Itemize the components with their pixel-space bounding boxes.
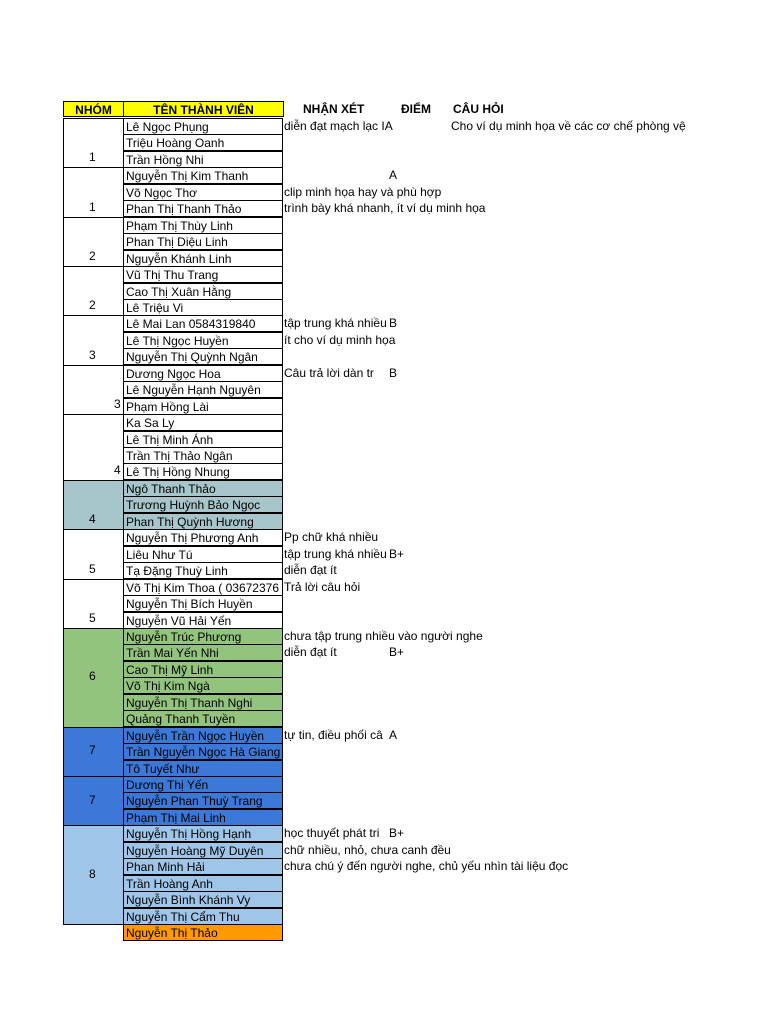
group-label: 5 — [89, 561, 96, 576]
group-label: 7 — [89, 743, 96, 758]
comment-cell[interactable]: ít cho ví dụ minh họa — [284, 332, 396, 347]
member-name-cell[interactable]: Lê Ngọc Phụng — [123, 118, 283, 135]
member-name-cell[interactable]: Tạ Đặng Thuỳ Linh — [123, 562, 283, 579]
member-name-cell[interactable]: Phan Thị Diệu Linh — [123, 233, 283, 250]
member-name-cell[interactable]: Phan Thị Quỳnh Hương — [123, 513, 283, 530]
member-name-cell[interactable]: Vũ Thị Thu Trang — [123, 266, 283, 283]
member-name-cell[interactable]: Trần Nguyễn Ngọc Hà Giang — [123, 743, 283, 760]
member-name-cell[interactable]: Dương Thị Yến — [123, 776, 283, 793]
member-name-cell[interactable]: Lê Thị Ngọc Huyền — [123, 332, 283, 349]
member-name-cell[interactable]: Nguyễn Trúc Phương — [123, 628, 283, 645]
comment-cell[interactable]: trình bày khá nhanh, ít ví dụ minh họa — [284, 201, 486, 216]
comment-cell[interactable]: diễn đạt ít — [284, 563, 337, 578]
member-name-cell[interactable]: Phạm Thị Mai Linh — [123, 809, 283, 826]
member-name-cell[interactable]: Nguyễn Thị Kim Thanh — [123, 167, 283, 184]
header-group[interactable]: NHÓM — [63, 101, 124, 117]
member-name-cell[interactable]: Phan Thị Thanh Thảo — [123, 200, 283, 217]
member-name-cell[interactable]: Quảng Thanh Tuyền — [123, 710, 283, 727]
member-name-cell[interactable]: Ka Sa Ly — [123, 414, 283, 431]
member-name-cell[interactable]: Trần Mai Yến Nhi — [123, 644, 283, 661]
comment-cell[interactable]: tập trung khá nhiều — [284, 546, 387, 561]
member-name-cell[interactable]: Trần Thị Thảo Ngân — [123, 447, 283, 464]
member-name-cell[interactable]: Lê Nguyễn Hạnh Nguyên — [123, 381, 283, 398]
member-name-cell[interactable]: Nguyễn Vũ Hải Yến — [123, 612, 283, 629]
group-label: 3 — [89, 347, 96, 362]
member-name-cell[interactable]: Dương Ngọc Hoa — [123, 365, 283, 382]
member-name-cell[interactable]: Nguyễn Hoàng Mỹ Duyên — [123, 842, 283, 859]
member-name-cell[interactable]: Lê Mai Lan 0584319840 — [123, 315, 283, 332]
score-cell[interactable]: B+ — [389, 645, 405, 660]
header-comment[interactable]: NHẬN XÉT — [303, 102, 365, 116]
member-name-cell[interactable]: Triệu Hoàng Oanh — [123, 134, 283, 151]
member-name-cell[interactable]: Tô Tuyết Như — [123, 760, 283, 777]
member-name-cell[interactable]: Nguyễn Thị Hồng Hạnh — [123, 825, 283, 842]
member-name-cell[interactable]: Lê Thị Minh Ánh — [123, 431, 283, 448]
comment-cell[interactable]: diễn đạt ít — [284, 645, 337, 660]
score-cell[interactable]: B+ — [389, 546, 405, 561]
member-name-cell[interactable]: Phạm Hồng Lài — [123, 398, 283, 415]
group-label: 4 — [114, 462, 121, 477]
member-name-cell[interactable]: Lê Thị Hồng Nhung — [123, 463, 283, 480]
member-name-cell[interactable]: Phạm Thị Thùy Linh — [123, 217, 283, 234]
score-cell[interactable]: B — [389, 365, 398, 380]
member-name-cell[interactable]: Lê Triệu Vi — [123, 299, 283, 316]
comment-cell[interactable]: clip minh họa hay và phù hợp — [284, 184, 442, 199]
member-name-cell[interactable]: Nguyễn Thị Phương Anh — [123, 529, 283, 546]
member-name-cell[interactable]: Trần Hoàng Anh — [123, 875, 283, 892]
member-name-cell[interactable]: Cao Thị Mỹ Linh — [123, 661, 283, 678]
comment-cell[interactable]: Trả lời câu hỏi — [284, 579, 361, 594]
header-question[interactable]: CÂU HỎI — [453, 102, 504, 116]
group-label: 7 — [89, 792, 96, 807]
score-cell[interactable]: A — [389, 727, 398, 742]
group-label: 2 — [89, 249, 96, 264]
member-name-cell[interactable]: Phan Minh Hải — [123, 858, 283, 875]
member-name-cell[interactable]: Nguyễn Thị Thanh Nghi — [123, 694, 283, 711]
group-label: 2 — [89, 298, 96, 313]
member-name-cell[interactable]: Nguyễn Phan Thuỳ Trang — [123, 792, 283, 809]
member-name-cell[interactable]: Liêu Như Tú — [123, 546, 283, 563]
comment-cell[interactable]: Pp chữ khá nhiều — [284, 530, 379, 545]
member-name-cell[interactable]: Nguyễn Thị Thảo — [123, 924, 283, 941]
score-cell[interactable]: B+ — [389, 826, 405, 841]
member-name-cell[interactable]: Trương Huỳnh Bảo Ngọc — [123, 496, 283, 513]
comment-cell[interactable]: học thuyết phát tri — [284, 826, 380, 841]
group-label: 1 — [89, 150, 96, 165]
member-name-cell[interactable]: Nguyễn Khánh Linh — [123, 250, 283, 267]
member-name-cell[interactable]: Nguyễn Trần Ngọc Huyền — [123, 727, 283, 744]
comment-cell[interactable]: tập trung khá nhiều — [284, 316, 387, 331]
member-name-cell[interactable]: Cao Thị Xuân Hằng — [123, 283, 283, 300]
member-name-cell[interactable]: Võ Ngọc Thơ — [123, 184, 283, 201]
comment-cell[interactable]: tự tin, điều phối câ — [284, 727, 383, 742]
comment-cell[interactable]: chưa chú ý đến người nghe, chủ yếu nhìn tài liệu đọc — [284, 859, 569, 874]
group-label: 6 — [89, 669, 96, 684]
header-member[interactable]: TÊN THÀNH VIÊN — [123, 101, 284, 117]
comment-cell[interactable]: chưa tập trung nhiều vào người nghe — [284, 628, 483, 643]
group-label: 5 — [89, 610, 96, 625]
group-label: 3 — [114, 397, 121, 412]
comment-cell[interactable]: chữ nhiều, nhỏ, chưa canh đều — [284, 842, 451, 857]
member-name-cell[interactable]: Võ Thị Kim Thoa ( 03672376 — [123, 579, 283, 596]
member-name-cell[interactable]: Nguyễn Thị Bích Huyền — [123, 595, 283, 612]
member-name-cell[interactable]: Nguyễn Thị Cẩm Thu — [123, 908, 283, 925]
comment-cell[interactable]: Câu trả lời dàn tr — [284, 365, 374, 380]
header-score[interactable]: ĐIỂM — [401, 102, 431, 116]
score-cell[interactable]: B — [389, 316, 398, 331]
comment-cell[interactable]: diễn đạt mạch lạc IA — [284, 119, 393, 133]
member-name-cell[interactable]: Trần Hồng Nhi — [123, 151, 283, 168]
group-label: 4 — [89, 512, 96, 527]
score-cell[interactable]: A — [389, 168, 398, 183]
member-name-cell[interactable]: Ngô Thanh Thảo — [123, 480, 283, 497]
group-label: 8 — [89, 866, 96, 881]
group-label: 1 — [89, 199, 96, 214]
member-name-cell[interactable]: Võ Thị Kim Ngà — [123, 677, 283, 694]
member-name-cell[interactable]: Nguyễn Bình Khánh Vy — [123, 891, 283, 908]
member-name-cell[interactable]: Nguyễn Thị Quỳnh Ngân — [123, 348, 283, 365]
question-cell[interactable]: Cho ví dụ minh họa về các cơ chế phòng vệ — [451, 119, 686, 133]
